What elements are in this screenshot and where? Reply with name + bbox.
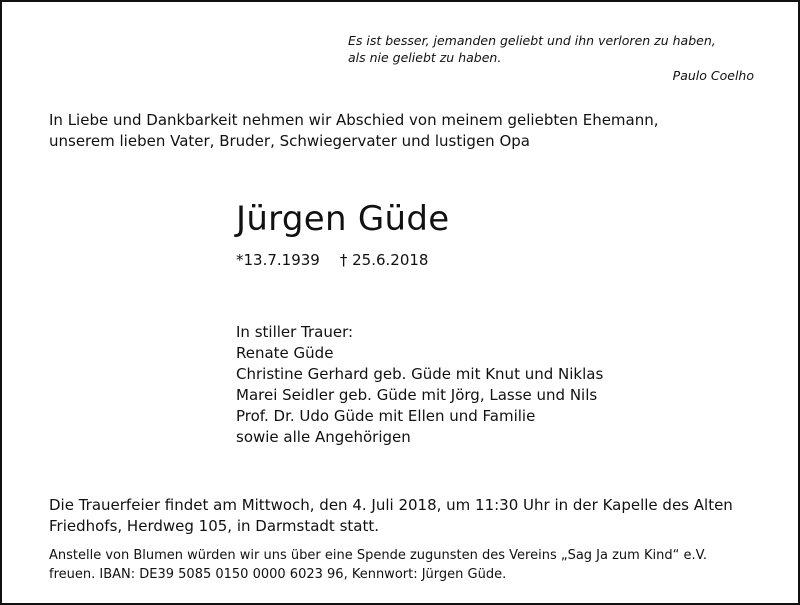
mourner-line: Marei Seidler geb. Güde mit Jörg, Lasse und Nils	[236, 386, 598, 404]
donation-line: freuen. IBAN: DE39 5085 0150 0000 6023 96, Kennwort: Jürgen Güde.	[49, 567, 507, 582]
birth-date: *13.7.1939	[236, 251, 320, 269]
mourner-line: Prof. Dr. Udo Güde mit Ellen und Familie	[236, 407, 536, 425]
quote-block	[348, 32, 754, 84]
quote-author: Paulo Coelho	[672, 68, 754, 83]
quote-line: Es ist besser, jemanden geliebt und ihn verloren zu haben,	[348, 33, 716, 48]
quote-line: als nie geliebt zu haben.	[348, 50, 502, 65]
intro-line: unserem lieben Vater, Bruder, Schwiegervater und lustigen Opa	[49, 132, 530, 150]
mourners-heading: In stiller Trauer:	[236, 323, 354, 341]
death-date: † 25.6.2018	[339, 251, 429, 269]
service-line: Die Trauerfeier findet am Mittwoch, den 4. Juli 2018, um 11:30 Uhr in der Kapelle des Alten	[49, 496, 733, 514]
deceased-name: Jürgen Güde	[236, 199, 450, 239]
intro-line: In Liebe und Dankbarkeit nehmen wir Abschied von meinem geliebten Ehemann,	[49, 111, 659, 129]
life-dates	[236, 250, 428, 270]
mourners-list	[236, 322, 603, 448]
intro-text	[49, 110, 749, 152]
mourner-line: sowie alle Angehörigen	[236, 428, 411, 446]
donation-text	[49, 546, 769, 584]
donation-line: Anstelle von Blumen würden wir uns über eine Spende zugunsten des Vereins „Sag Ja zum Kind“ e.V.	[49, 548, 707, 563]
funeral-service-text	[49, 495, 769, 537]
service-line: Friedhofs, Herdweg 105, in Darmstadt statt.	[49, 517, 379, 535]
mourner-line: Renate Güde	[236, 344, 334, 362]
mourner-line: Christine Gerhard geb. Güde mit Knut und Niklas	[236, 365, 604, 383]
